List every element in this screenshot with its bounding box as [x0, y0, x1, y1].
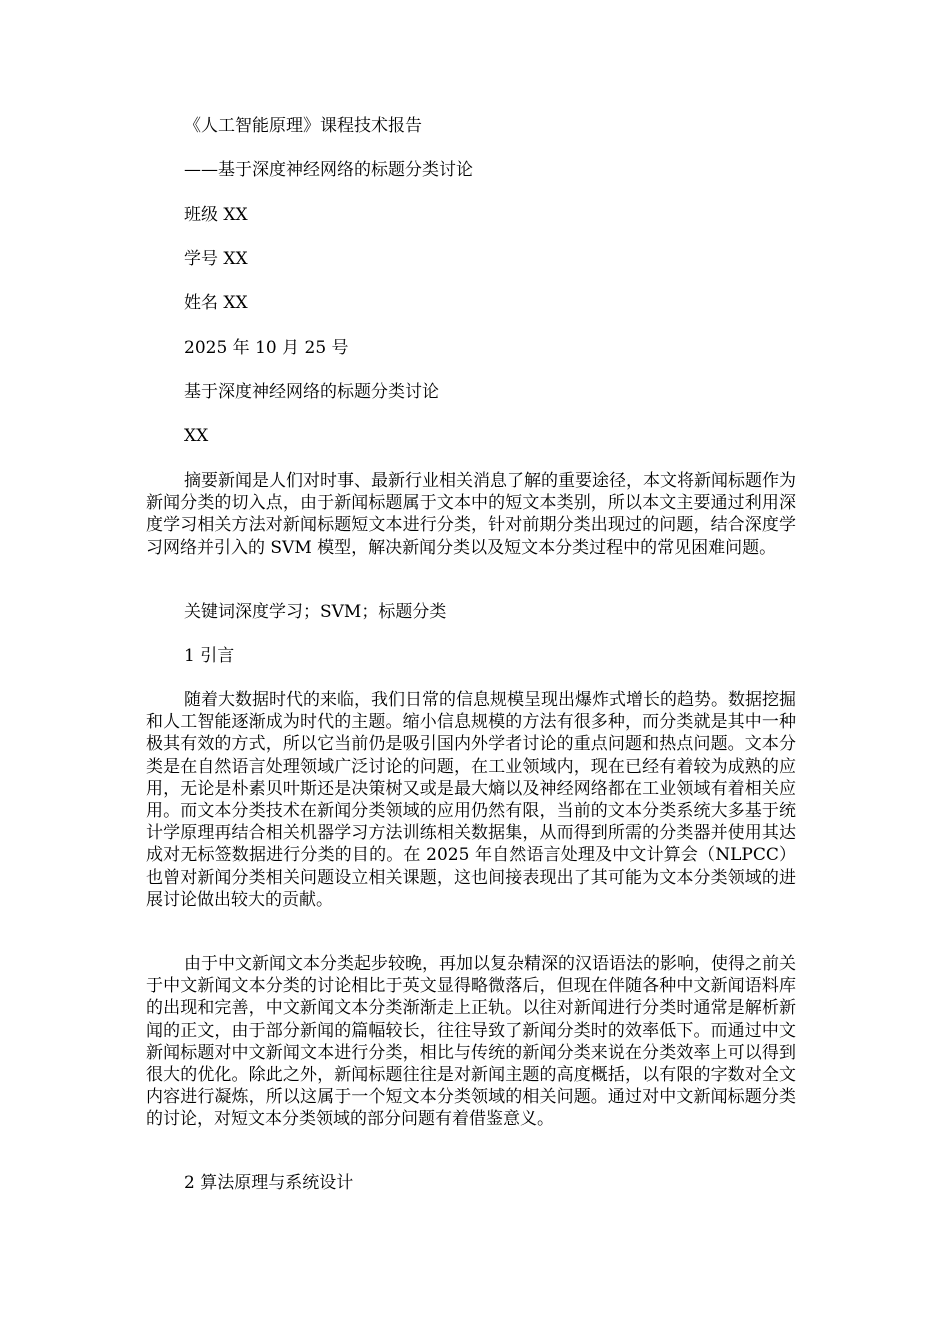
student-id-line: 学号 XX	[184, 249, 248, 269]
author-line: XX	[184, 426, 209, 446]
section1-paragraph-2: 由于中文新闻文本分类起步较晚，再加以复杂精深的汉语语法的影响，使得之前关于中文新闻文本分类的讨论相比于英文显得略微落后，但现在伴随各种中文新闻语料库的出现和完善，中文新闻文本分类渐渐走上正轨。以往对新闻进行分类时通常是解析新闻的正文，由于部分新闻的篇幅较长，往往导致了新闻分类时的效率低下。而通过中文新闻标题对中文新闻文本进行分类，相比与传统的新闻分类来说在分类效率上可以得到很大的优化。除此之外，新闻标题往往是对新闻主题的高度概括，以有限的字数对全文内容进行凝炼，所以这属于一个短文本分类领域的相关问题。通过对中文新闻标题分类的讨论，对短文本分类领域的部分问题有着借鉴意义。	[146, 954, 796, 1130]
report-subtitle: ——基于深度神经网络的标题分类讨论	[184, 160, 473, 180]
section1-heading: 1 引言	[184, 646, 235, 666]
paper-title: 基于深度神经网络的标题分类讨论	[184, 382, 439, 402]
keywords-line: 关键词深度学习；SVM；标题分类	[184, 602, 447, 622]
class-line: 班级 XX	[184, 205, 248, 225]
name-line: 姓名 XX	[184, 293, 248, 313]
date-line: 2025 年 10 月 25 号	[184, 338, 349, 358]
section2-heading: 2 算法原理与系统设计	[184, 1173, 354, 1193]
course-title: 《人工智能原理》课程技术报告	[184, 116, 422, 136]
section1-paragraph-1: 随着大数据时代的来临，我们日常的信息规模呈现出爆炸式增长的趋势。数据挖掘和人工智能逐渐成为时代的主题。缩小信息规模的方法有很多种，而分类就是其中一种极其有效的方式，所以它当前仍是吸引国内外学者讨论的重点问题和热点问题。文本分类是在自然语言处理领域广泛讨论的问题，在工业领域内，现在已经有着较为成熟的应用，无论是朴素贝叶斯还是决策树又或是最大熵以及神经网络都在工业领域有着相关应用。而文本分类技术在新闻分类领域的应用仍然有限，当前的文本分类系统大多基于统计学原理再结合相关机器学习方法训练相关数据集，从而得到所需的分类器并使用其达成对无标签数据进行分类的目的。在 2025 年自然语言处理及中文计算会（NLPCC）也曾对新闻分类相关问题设立相关课题，这也间接表现出了其可能为文本分类领域的进展讨论做出较大的贡献。	[146, 690, 796, 910]
abstract-paragraph: 摘要新闻是人们对时事、最新行业相关消息了解的重要途径，本文将新闻标题作为新闻分类的切入点，由于新闻标题属于文本中的短文本类别，所以本文主要通过利用深度学习相关方法对新闻标题短文本进行分类，针对前期分类出现过的问题，结合深度学习网络并引入的 SVM 模型，解决新闻分类以及短文本分类过程中的常见困难问题。	[146, 471, 796, 558]
